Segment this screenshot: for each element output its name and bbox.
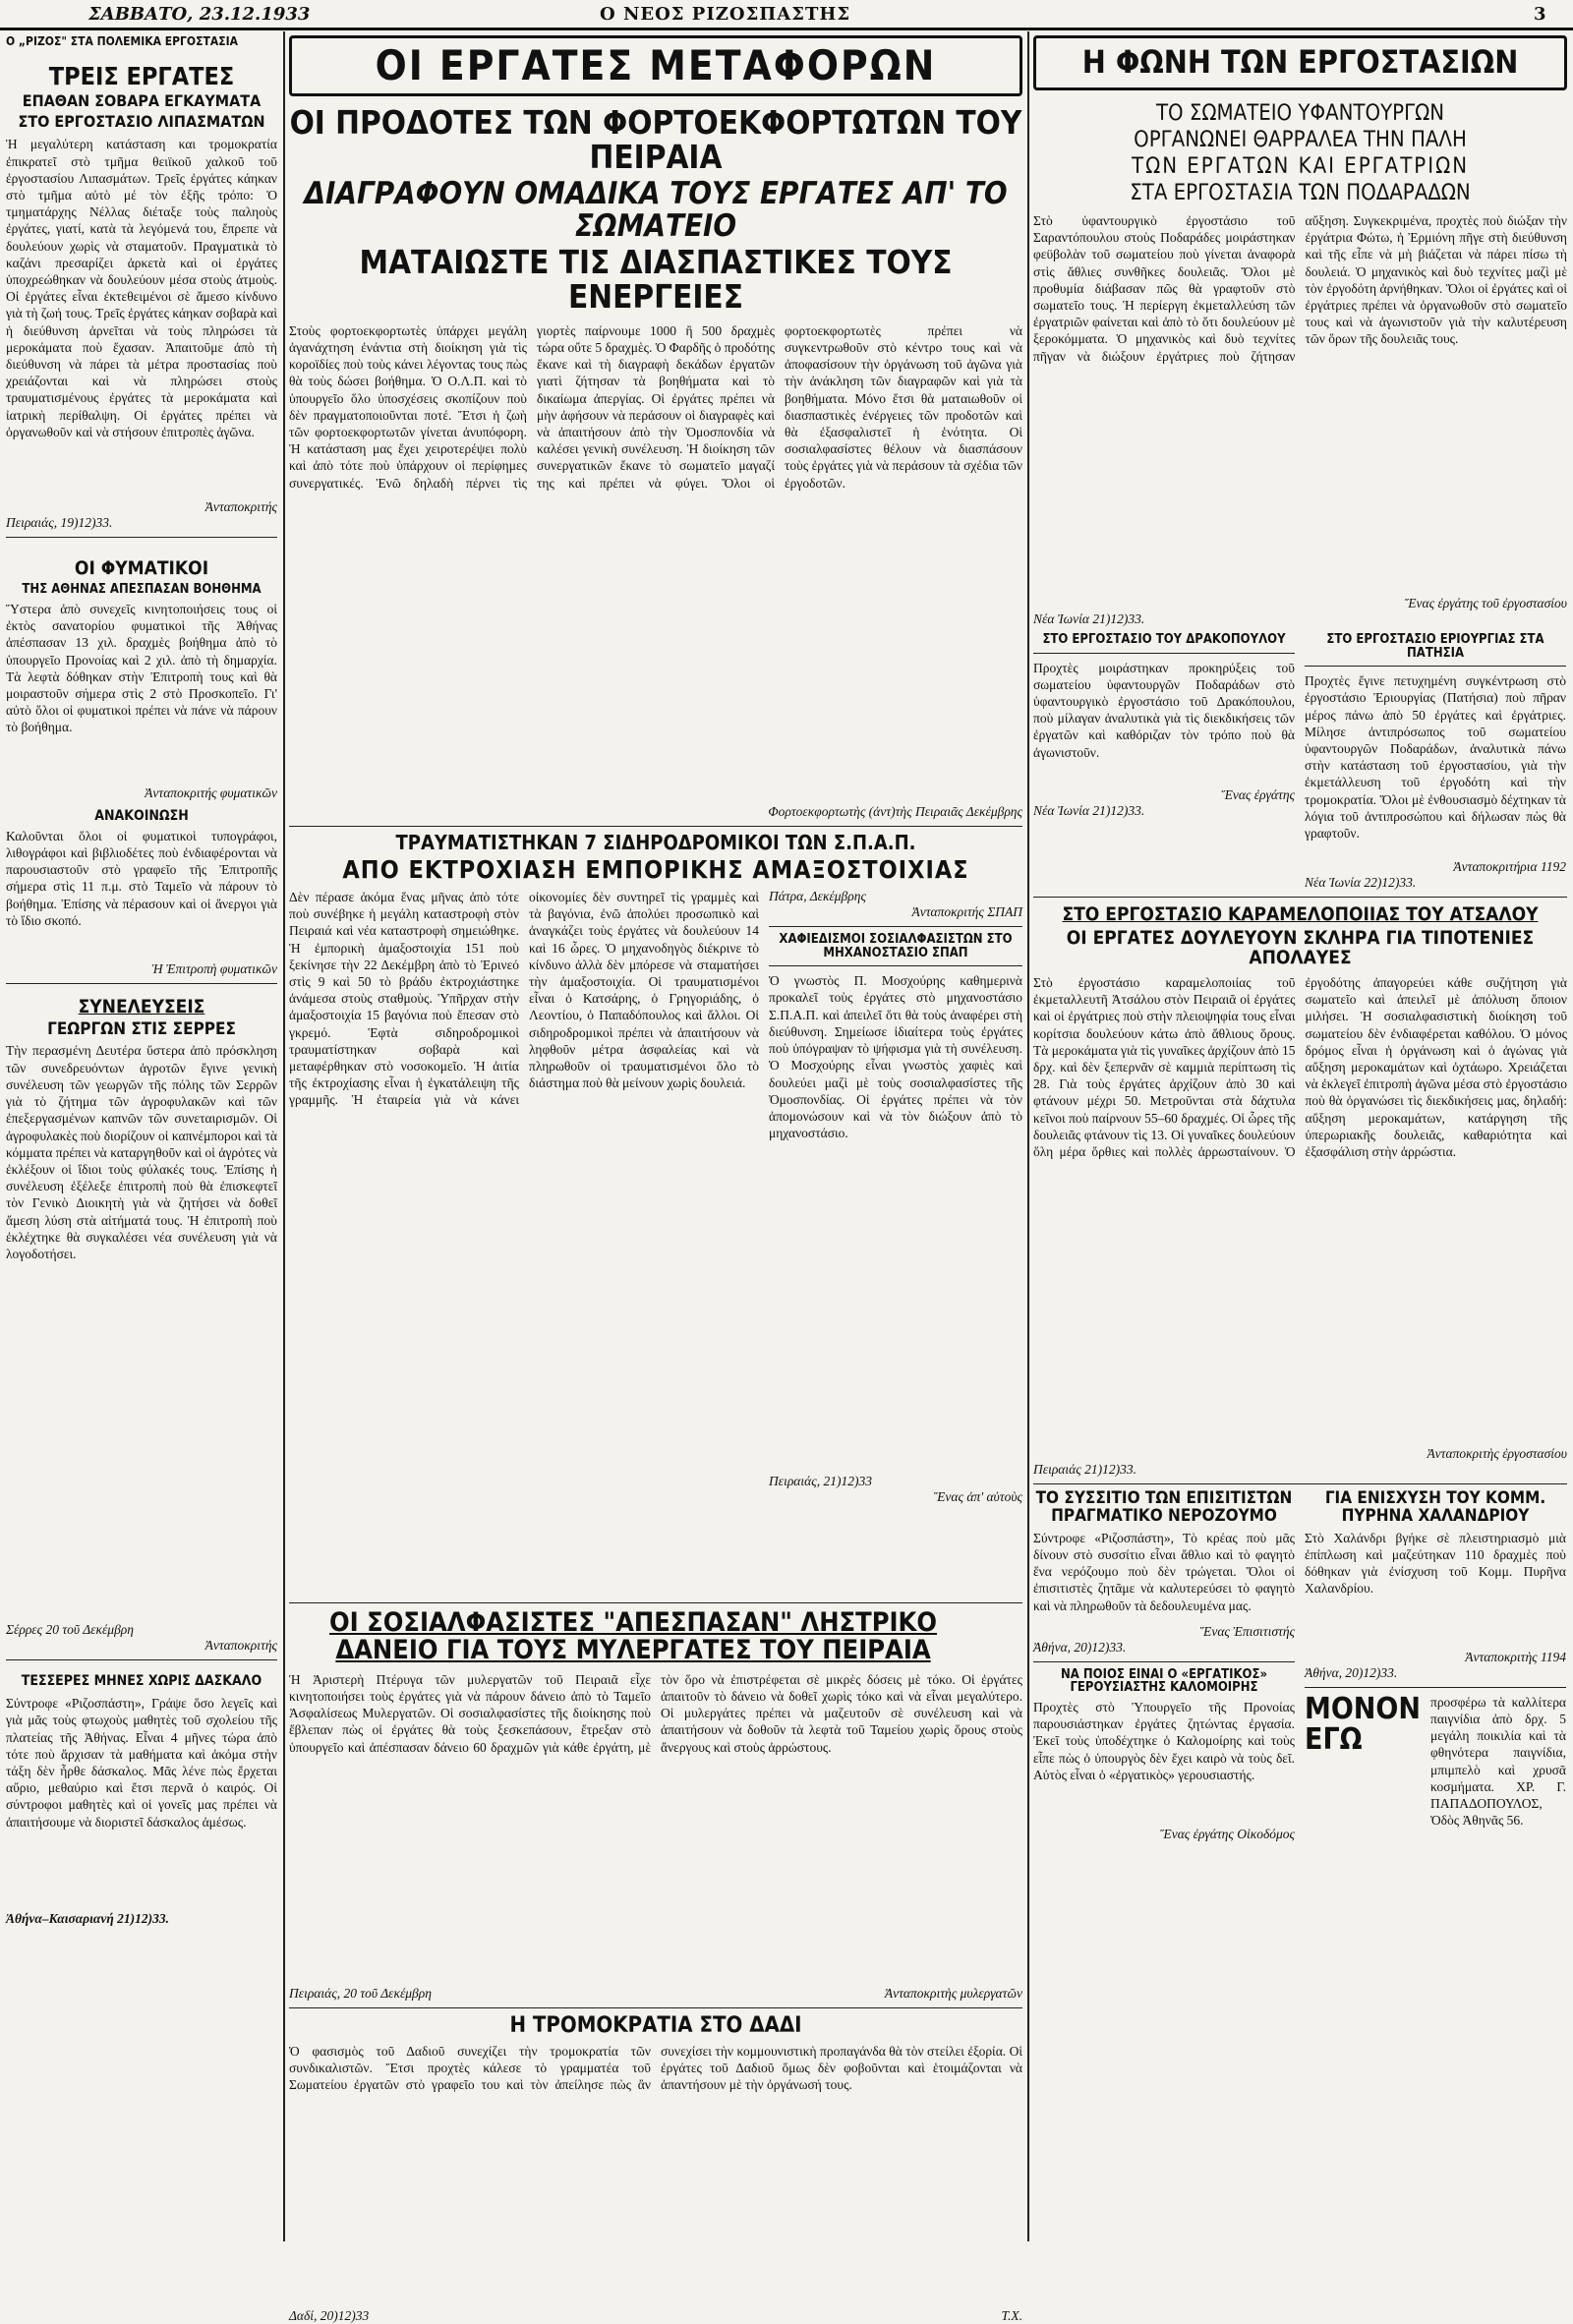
two-column-block	[1033, 1490, 1567, 1842]
article-signature: Ἡ Ἐπιτροπὴ φυματικῶν	[151, 960, 277, 976]
article-kicker: ΤΡΑΥΜΑΤΙΣΤΗΚΑΝ 7 ΣΙΔΗΡΟΔΡΟΜΙΚΟΙ ΤΩΝ Σ.Π.Α.Π.	[395, 830, 916, 854]
article-signature: Τ.Χ.	[1001, 2307, 1022, 2323]
article-signature: Ἕνας ἐργάτης Οἰκοδόμος	[1160, 1827, 1295, 1842]
article-headline: ΟΡΓΑΝΩΝΕΙ ΘΑΡΡΑΛΕΑ ΤΗΝ ΠΑΛΗ	[1134, 127, 1467, 152]
article-body: Σύντροφε «Ριζοσπάστη», Τὸ κρέας ποὺ μᾶς δίνουν στὸ συσσίτιο εἶναι ἄθλιο καὶ τὸ φαγητὸ ἕνα νερόζουμο ποὺ δὲν τρώγεται. Ὅλοι οἱ ἐπισιτιστὲς ζητᾶμε νὰ καλυτερεύσει τὸ φαγητὸ καὶ νὰ πληρωθοῦν τὰ δεδουλευμένα μας.	[1033, 1530, 1295, 1613]
article-headline: ΤΟ ΣΩΜΑΤΕΙΟ ΥΦΑΝΤΟΥΡΓΩΝ	[1155, 100, 1445, 126]
article-dateline: Ἀθήνα–Καισαριανή 21)12)33.	[6, 1911, 170, 1927]
article-signature: Ἕνας Ἐπισιτιστής	[1199, 1623, 1295, 1639]
article-headline: ΓΙΑ ΕΝΙΣΧΥΣΗ ΤΟΥ ΚΟΜΜ. ΠΥΡΗΝΑ ΧΑΛΑΝΔΡΙΟΥ	[1324, 1488, 1546, 1526]
article-body: Στὸ ἐργοστάσιο καραμελοποιίας τοῦ ἐκμεταλλευτῆ Ἀτσάλου στὸν Πειραιᾶ οἱ ἐργάτες καὶ οἱ ἐργάτριες ποὺ στὴν πλειοψηφία τους εἶναι κορίτσια δουλεύουν κάτω ἀπὸ ἄθλιους ὅρους. Τὰ μεροκάματα γιὰ τὶς γυναῖκες ἀρχίζουν ἀπὸ 15 δρχ. καὶ δὲν ξεπερνᾶν σὲ καμμιὰ περίπτωση τὶς 28. Γιὰ τοὺς ἐργάτες ἀρχίζουν ἀπὸ 30 καὶ φτάνουν μέχρι 50. Μετροῦνται στὰ δάχτυλα κεῖνοι ποὺ παίρνουν 55–60 δραχμές. Οἱ ὧρες τῆς δουλειᾶς φτάνουν τὶς 13. Οἱ γυναῖκες δουλεύουν ὅλη μέρα ὄρθιες καὶ πολλὲς ἀρρωσταίνουν. Ὁ ἐργοδότης ἀπαγορεύει κάθε συζήτηση γιὰ σωματεῖο καὶ ἀπειλεῖ μὲ ἀπόλυση ὅποιον μιλήσει. Ἡ σοσιαλφασιστικὴ διοίκηση τοῦ σωματείου δὲν ἐνδιαφέρεται καθόλου. Ὁ μόνος δρόμος εἶναι ἡ ὀργάνωση καὶ ὁ ἀγώνας γιὰ αὔξηση μεροκαμάτων καὶ ὀχτάωρο. Χρειάζεται νὰ ἐκλεγεῖ ἐπιτροπὴ ἀγῶνα μέσα στὸ ἐργοστάσιο ποὺ θὰ ὀργανώσει τὶς διεκδικήσεις μας, δηλαδή: αὔξηση μεροκαμάτων, κατάργηση τῆς ὑπερωριακῆς δουλειᾶς, καθαριότητα καὶ ἐξασφάλιση στὴν ἀρρώστια.	[1033, 975, 1567, 1160]
article-body: Προχτὲς μοιράστηκαν προκηρύξεις τοῦ σωματείου ὑφαντουργῶν Ποδαράδων στὸ ὑφαντουργικὸ ἐργοστάσιο τοῦ Δρακόπουλου, ποὺ μίλαγαν ἀναλυτικὰ γιὰ τὶς διεκδικήσεις τῶν ἐργατῶν καὶ καθόριζαν τὸν τρόπο ποὺ θὰ ἀγωνιστοῦν.	[1033, 660, 1295, 760]
article-headline: ΝΑ ΠΟΙΟΣ ΕΙΝΑΙ Ο «ΕΡΓΑΤΙΚΟΣ» ΓΕΡΟΥΣΙΑΣΤΗΣ ΚΑΛΟΜΟΙΡΗΣ	[1060, 1666, 1268, 1696]
divider	[1033, 653, 1295, 654]
article-signature: Ἀνταποκριτής	[204, 1638, 277, 1654]
divider	[1033, 1483, 1567, 1484]
article-headline: ΟΙ ΕΡΓΑΤΕΣ ΔΟΥΛΕΥΟΥΝ ΣΚΛΗΡΑ ΓΙΑ ΤΙΠΟΤΕΝΙΕΣ ΑΠΟΛΑΥΕΣ	[1066, 927, 1535, 969]
divider	[289, 826, 1022, 827]
article-dateline: Νέα Ἰωνία 21)12)33.	[1033, 802, 1145, 818]
article-headline: ΑΠΟ ΕΚΤΡΟΧΙΑΣΗ ΕΜΠΟΡΙΚΗΣ ΑΜΑΞΟΣΤΟΙΧΙΑΣ	[342, 854, 969, 884]
article-dateline: Νέα Ἰωνία 22)12)33.	[1305, 875, 1417, 891]
rail-article	[289, 889, 759, 1597]
article-dateline: Νέα Ἰωνία 21)12)33.	[1033, 610, 1145, 626]
article-dateline: Δαδί, 20)12)33	[289, 2307, 370, 2323]
article-headline: ΟΙ ΠΡΟΔΟΤΕΣ ΤΩΝ ΦΟΡΤΟΕΚΦΟΡΤΩΤΩΝ ΤΟΥ ΠΕΙΡΑΙΑ	[289, 103, 1022, 176]
two-column-block	[1033, 633, 1567, 891]
article-dateline: Πάτρα, Δεκέμβρης	[769, 889, 866, 903]
ad-body: προσφέρω τὰ καλλίτερα παιγνίδια ἀπὸ δρχ. 5 μεγάλη ποικιλία καὶ τὰ φθηνότερα παιγνίδια, μπιμπελὸ καὶ χρυσᾶ κοσμήματα. ΧΡ. Γ. ΠΑΠΑΔΟΠΟΥΛΟΣ, Ὀδὸς Ἀθηνᾶς 56.	[1430, 1694, 1566, 1829]
article-body: Δὲν πέρασε ἀκόμα ἕνας μῆνας ἀπὸ τότε ποὺ συνέβηκε ἡ μεγάλη καταστροφὴ στὸν Πειραιά καὶ νέα καταστροφὴ σημειώθηκε. Ἡ ἐμπορικὴ ἀμαξοστοιχία 151 ποὺ ξεκίνησε τὴν 22 Δεκέμβρη ἀπὸ τὸ Ἐρινεό στὶς 9 καὶ 50 τὸ βράδυ ἐκτροχιάστηκε ἀνάμεσα στοὺς σταθμοὺς. Ὑπῆρχαν στὴν ἀμαξοστοιχία 15 βαγόνια ποὺ ἔπεσαν στὸ γκρεμό. Ἑφτὰ σιδηροδρομικοὶ τραυματίστηκαν σοβαρὰ καὶ μεταφέρθηκαν στὸ νοσοκομεῖο. Ἡ ἀιτία τῆς ἐκτροχίασης εἶναι ἡ ἐγκατάλειψη τῆς γραμμῆς. Ἡ ἐταιρεία γιὰ νὰ κάνει οἰκονομίες δὲν συντηρεῖ τὶς γραμμὲς καὶ τὰ βαγόνια, ἐνῶ ἀπολύει προσωπικὸ καὶ ἀναγκάζει τοὺς ἐργάτες νὰ δουλεύουν 14 καὶ 16 ὧρες. Ὁ μηχανοδηγὸς διέκρινε τὸ κίνδυνο ἀλλὰ δὲν μπόρεσε νὰ σταματήσει τὴν ἀμαξοστοιχία. Οἱ τραυματισμένοι εἶναι ὁ Κατσάρης, ὁ Γρηγοριάδης, ὁ Λεοντίου, ὁ Παπαδόπουλος καὶ ἄλλοι. Οἱ σιδηροδρομικοὶ πρέπει νὰ ἀπαιτήσουν νὰ ληφθοῦν μέτρα ἀσφαλείας καὶ νὰ πληρωθοῦν οἱ τραυματισμένοι ὅλο τὸ διάστημα ποὺ θὰ μείνουν χωρὶς δουλειά.	[289, 890, 759, 1108]
article-headline: ΣΥΝΕΛΕΥΣΕΙΣ	[78, 995, 205, 1017]
divider	[1305, 666, 1566, 667]
article-dateline: Πειραιάς 21)12)33.	[1033, 1462, 1136, 1478]
left-column	[6, 35, 277, 2241]
article-headline: ΤΩΝ ΕΡΓΑΤΩΝ ΚΑΙ ΕΡΓΑΤΡΙΩΝ	[1132, 153, 1469, 179]
ad-headline: ΜΟΝΟΝ ΕΓΩ	[1305, 1691, 1421, 1758]
signature-row	[289, 2308, 1022, 2324]
article-dateline: Σέρρες 20 τοῦ Δεκέμβρη	[6, 1622, 134, 1638]
article-headline: ΟΙ ΣΟΣΙΑΛΦΑΣΙΣΤΕΣ "ΑΠΕΣΠΑΣΑΝ" ΛΗΣΤΡΙΚΟ ΔΑΝΕΙΟ ΓΙΑ ΤΟΥΣ ΜΥΛΕΡΓΑΤΕΣ ΤΟΥ ΠΕΙΡΑΙΑ	[328, 1607, 938, 1666]
middle-column	[289, 35, 1022, 2323]
rail-article-row	[289, 889, 1022, 1597]
article-body: Ἡ Ἀριστερὴ Πτέρυγα τῶν μυλεργατῶν τοῦ Πειραιᾶ εἶχε κινητοποιήσει τοὺς ἐργάτες γιὰ νὰ πάρουν δάνειο ἀπὸ τὸ Ταμεῖο Ἀσφαλίσεως Μυλεργατῶν. Οἱ σοσιαλφασίστες τῆς διοίκησης ποὺ ἔβλεπαν πὼς οἱ ἐργάτες θὰ τοὺς ξεσκεπάσουν, ἔτρεξαν στὸ ὑπουργεῖο καὶ ἀπέσπασαν δάνειο 60 δραχμῶν γιὰ κάθε ἐργάτη, μὲ τὸν ὅρο νὰ ἐπιστρέφεται σὲ μικρὲς δόσεις μὲ τόκο. Οἱ ἐργάτες ἀπαιτοῦν τὸ δάνειο νὰ δοθεῖ χωρὶς τόκο καὶ νὰ εἶναι μεγαλύτερο. Οἱ μυλεργάτες πρέπει νὰ μαζευτοῦν σὲ συνέλευση καὶ νὰ ἀπαιτήσουν νὰ δοθοῦν τὰ λεφτὰ τοῦ Ταμείου χωρὶς ὅρους στοὺς ἄνεργους καὶ στοὺς ἀρρώστους.	[289, 1671, 1022, 1755]
article-signature: Ἀνταποκριτής φυματικῶν	[145, 785, 277, 801]
article-subheadline: ΓΕΩΡΓΩΝ ΣΤΙΣ ΣΕΡΡΕΣ	[47, 1018, 236, 1039]
advertisement	[1305, 1691, 1566, 1829]
article-dateline: Πειραιάς, 20 τοῦ Δεκέμβρη	[289, 1985, 432, 2001]
article-body: Στὸ Χαλάνδρι βγήκε σὲ πλειστηριασμὸ μιὰ ἐπίπλωση καὶ μαζεύτηκαν 110 δραχμὲς ποὺ δόθηκαν γιὰ ἐνίσχυση τοῦ Κομμ. Πυρῆνα Χαλανδρίου.	[1305, 1530, 1566, 1597]
article-body: Σύντροφε «Ριζοσπάστη», Γράψε ὅσο λεγεῖς καὶ γιὰ μᾶς τοὺς φτωχοὺς μαθητὲς τοῦ σχολείου τῆς πλατείας τῆς Ἀθήνας. Εἶναι 4 μῆνες τώρα ἀπὸ τότε ποὺ ἄρχισαν τὰ μαθήματα καὶ ἀκόμα στὴν τάξη δὲν ἦρθε δάσκαλος. Μᾶς λένε πὼς ἔρχεται αὔριο, μεθαύριο καὶ ἔτσι περνᾶ ὁ καιρός. Οἱ σύντροφοι μαθητὲς καὶ οἱ γονεῖς μας πρέπει νὰ ἀπαιτήσουμε νὰ διοριστεῖ δάσκαλος ἀμέσως.	[6, 1696, 277, 1830]
signature-row	[289, 1986, 1022, 2002]
article-body: Στοὺς φορτοεκφορτωτὲς ὑπάρχει μεγάλη ἀγανάχτηση ἐνάντια στὴ διοίκηση γιὰ τὶς κοροϊδίες ποὺ τοὺς κάνει λέγοντας τους πὼς θὰ τοὺς δώσει βοήθημα. Ὁ Ο.Λ.Π. καὶ τὸ ὑπουργεῖο ὅλο ὑποσχέσεις σκοπίζουν ποὺ δὲν πραγματοποιοῦνται ποτέ. Ἔτσι ἡ ζωὴ τῶν φορτοεκφορτωτῶν γίνεται ἀνυπόφορη. Ἡ κατάσταση μας ἔχει χειροτερέψει πολὺ καὶ ἀπὸ τότε ποὺ ὑπάρχουν οἱ περίφημες συνεργατικές. Ἐνῶ δηλαδὴ πέρνει τὶς γιορτὲς παίρνουμε 1000 ἢ 500 δραχμὲς τώρα οὔτε 5 δραχμὲς. Ὁ Φαρδῆς ὁ προδότης ἔκανε καὶ τὴ διαγραφὴ δεκάδων ἐργατῶν γιατὶ ζήτησαν τὰ βοηθήματα καὶ τὸ δικαίωμα ἀπεργίας. Οἱ ἐργάτες πρέπει νὰ μὴν ἀφήσουν νὰ περάσουν οἱ διαγραφὲς καὶ νὰ ἀπαιτήσουν ἀπὸ τὴν Ὀμοσπονδία νὰ καλέσει γενικὴ συνέλευση. Ἡ διοίκηση τῶν συνεργατικῶν ἔκανε τὸ σωματεῖο μαγαζί της καὶ πρέπει νὰ φύγει. Ὅλοι οἱ φορτοεκφορτωτὲς πρέπει νὰ συγκεντρωθοῦν στὸ κέντρο τους καὶ νὰ ἀποφασίσουν τὴν ὀργάνωση τοῦ ἀγῶνα γιὰ τὴν ἀνάκληση τῶν διαγραφῶν καὶ γιὰ τὰ βοηθήματα. Μόνο ἔτσι θὰ ματαιωθοῦν οἱ διασπαστικὲς ἐνέργειες τῶν προδοτῶν καὶ θὰ ἐξασφαλιστεῖ ἡ ἑνότητα. Οἱ σοσιαλφασίστες θέλουν νὰ διασπάσουν τοὺς ἐργάτες γιὰ νὰ περάσουν τὰ σχέδια τῶν ἐργοδοτῶν.	[289, 322, 1022, 491]
right-column	[1033, 35, 1567, 2241]
article-dateline: Πειραιάς, 21)12)33	[769, 1474, 872, 1489]
article-headline: Η ΤΡΟΜΟΚΡΑΤΙΑ ΣΤΟ ΔΑΔΙ	[509, 2012, 802, 2038]
article-headline: ΔΙΑΓΡΑΦΟΥΝ ΟΜΑΔΙΚΑ ΤΟΥΣ ΕΡΓΑΤΕΣ ΑΠ' ΤΟ ΣΩΜΑΤΕΙΟ	[304, 176, 1008, 244]
section-banner: Η ΦΩΝΗ ΤΩΝ ΕΡΓΟΣΤΑΣΙΩΝ	[1033, 35, 1567, 90]
article-body: Στὸ ὑφαντουργικὸ ἐργοστάσιο τοῦ Σαραντόπουλου στοὺς Ποδαράδες μοιράστηκαν φεϋβολὰν τοῦ σωματείου ποὺ γίνεται ἀναφορὰ στὶς ἄθλιες συνθῆκες δουλειᾶς. Ὅλοι μὲ προθυμία διάβασαν πῶς θὰ γραφτοῦν στὸ σωματεῖο τους. Ἡ περίεργη ἐκμεταλλεύση τῶν ἐργατριῶν φαίνεται καὶ ἀπὸ τὸ ὅτι δουλεύουν μὲ ξεροκόμματα. Ὁ μηχανικὸς καὶ δυὸ τεχνίτες πῆγαν νὰ διώξουν ἐργάτριες ποὺ ζήτησαν αὔξηση. Συγκεκριμένα, προχτὲς ποὺ διώξαν τὴν ἐργάτρια Φώτω, ἡ Ἐρμιόνη πῆγε στὴ διεύθυνση καὶ τῆς εἶπε νὰ μὴ βιάζεται νὰ πάρει πίσω τὴ δουλειά. Ὁ μηχανικὸς καὶ δυὸ τεχνίτες μαζὶ μὲ τὸν ἐργοδότη ἀρνήθηκαν. Ὅλοι οἱ ἐργάτες καὶ οἱ ἐργάτριες πρέπει νὰ ὀργανωθοῦν στὸ σωματεῖο τους καὶ νὰ ἀγωνιστοῦν γιὰ τὴν καλυτέρευση τῶν ὅρων τῆς δουλειᾶς τους.	[1033, 212, 1567, 364]
article-headline: ΤΟ ΣΥΣΣΙΤΙΟ ΤΩΝ ΕΠΙΣΙΤΙΣΤΩΝ ΠΡΑΓΜΑΤΙΚΟ ΝΕΡΟΖΟΥΜΟ	[1035, 1488, 1293, 1526]
article-body: Τὴν περασμένη Δευτέρα ὕστερα ἀπὸ πρόσκληση τῶν συνεδρευόντων ἀγροτῶν ἔγινε γενικὴ συνέλευση τῶν γεωργῶν τῆς πόλης τῶν Σερρῶν γιὰ τὸ ζήτημα τῶν ἀγροφυλακῶν καὶ τῶν ἐπεξεργασμένων καπνῶν τῶν συνεταιρισμῶν. Οἱ ἀγροφυλακὲς ποὺ διορίζουν οἱ καπνέμποροι καὶ τὰ κόμματα πρέπει νὰ καταργηθοῦν καὶ οἱ ἀγρότες νὰ ἐκλέξουν οἱ ἴδιοι τοὺς φύλακές τους. Ἐπίσης ἡ συνέλευση ἐξέλεξε ἐπιτροπὴ ποὺ θὰ ἐπισκεφτεῖ τὸν Γενικὸ Διοικητὴ γιὰ νὰ ζητήσει νὰ δοθεῖ ἄμεση λύση στὰ αἰτήματά τους. Ἡ ἐπιτροπὴ ποὺ ἐκλέχτηκε θὰ συγκαλέσει νέα συνέλευση γιὰ νὰ λογοδοτήσει.	[6, 1043, 277, 1261]
article-body: Ἡ μεγαλύτερη κατάσταση και τρομοκρατία ἐπικρατεῖ στὸ τμῆμα θειϊκοῦ χαλκοῦ τοῦ ἐργοστασίου Λιπασμάτων. Τρεῖς ἐργάτες κάηκαν στὸ τμῆμα αὐτὸ μέ τὸν ἐξῆς τρόπο: Ὁ τμηματάρχης Νέλλας διέταξε τοὺς παληοὺς ἐργάτες, γιατί, κατὰ τὰ λεγόμενά του, ἔπρεπε νὰ δουλεύουν χωρὶς νὰ σταματοῦν. Πραγματικὰ τὸ καζάνι πρεσαρίζει ἀρκετὰ καὶ οἱ ἐργάτες ὑποχρεώθηκαν νὰ δουλεύουν μέσα στοὺς ἀτμοὺς. Οἱ ἐργάτες εἶναι ἐκτεθειμένοι σὲ ἄμεσο κίνδυνο γιὰ τὴ ζωή τους. Τρεῖς ἐργάτες κάηκαν σοβαρὰ καὶ ἡ διεύθυνση ἀρνεῖται νὰ τοὺς πληρώσει τὰ μεροκάματα ποὺ ἔχασαν. Ἀπαιτοῦμε ἀπὸ τὴ διεύθυνση νὰ πάρει τὰ μέτρα προστασίας ποὺ χρειάζονται καὶ νὰ πληρώσει στοὺς τραυματισμένους ἐργάτες τὰ μεροκάματα καὶ ἰατρικὴ περίθαλψη. Οἱ ἐργάτες πρέπει νὰ ὀργανωθοῦν καὶ νὰ στήσουν ἐπιτροπὲς ἀγῶνα.	[6, 137, 277, 439]
article-dateline: Ἀθήνα, 20)12)33.	[1033, 1639, 1127, 1655]
article-headline: ΜΑΤΑΙΩΣΤΕ ΤΙΣ ΔΙΑΣΠΑΣΤΙΚΕΣ ΤΟΥΣ ΕΝΕΡΓΕΙΕΣ	[359, 243, 953, 317]
divider	[289, 1602, 1022, 1603]
divider	[1033, 897, 1567, 898]
article-dateline: Ἀθήνα, 20)12)33.	[1305, 1664, 1398, 1680]
article-signature: Ἀνταποκριτής	[204, 499, 277, 515]
article-headline: ΟΙ ΦΥΜΑΤΙΚΟΙ	[74, 557, 209, 580]
article-body: Ὕστερα ἀπὸ συνεχεῖς κινητοποιήσεις τους οἱ ἐκτὸς σανατορίου φυματικοὶ τῆς Ἀθήνας ἀπέσπασαν 13 χιλ. δραχμὲς βοήθημα ἀπὸ τὸ ὑπουργεῖο Προνοίας καὶ 2 χιλ. ἀπὸ τὴ δημαρχία. Τὰ λεφτὰ δόθηκαν στὴν Ἐπιτροπὴ τους καὶ θὰ μοιραστοῦν σήμερα στὶς 2 στὸ Προσκοπεῖο. Γι' αὐτὸ ὅλοι οἱ φυματικοὶ πρέπει νὰ πάνε νὰ πάρουν τὸ βοήθημα.	[6, 602, 277, 735]
article-signature: Ἀνταποκριτὴς μυλεργατῶν	[884, 1985, 1022, 2001]
article-column	[1305, 633, 1566, 891]
article-signature: Ἕνας ἐργάτης τοῦ ἐργοστασίου	[1404, 595, 1567, 610]
article-signature: Ἀνταποκριτὴς ἐργοστασίου	[1427, 1446, 1567, 1462]
divider	[289, 2007, 1022, 2008]
masthead	[0, 0, 1573, 30]
issue-date: ΣΑΒΒΑΤΟ, 23.12.1933	[88, 4, 311, 25]
section-banner: ΟΙ ΕΡΓΑΤΕΣ ΜΕΤΑΦΟΡΩΝ	[289, 35, 1022, 96]
sidebar-articles	[769, 889, 1022, 1597]
article-headline: ΣΤΟ ΕΡΓΟΣΤΑΣΙΟ ΤΟΥ ΔΡΑΚΟΠΟΥΛΟΥ	[1042, 631, 1286, 647]
article-column	[1033, 633, 1295, 891]
article-headline: ΤΕΣΣΕΡΕΣ ΜΗΝΕΣ ΧΩΡΙΣ ΔΑΣΚΑΛΟ	[21, 1673, 262, 1690]
article-headline: ΧΑΦΙΕΔΙΣΜΟΙ ΣΟΣΙΑΛΦΑΣΙΣΤΩΝ ΣΤΟ ΜΗΧΑΝΟΣΤΑΣΙΟ ΣΠΑΠ	[779, 932, 1013, 960]
article-signature: Ἀνταποκριτής ΣΠΑΠ	[911, 904, 1022, 919]
article-subheadline: ΕΠΑΘΑΝ ΣΟΒΑΡΑ ΕΓΚΑΥΜΑΤΑ	[22, 90, 262, 110]
article-headline: ΣΤΑ ΕΡΓΟΣΤΑΣΙΑ ΤΩΝ ΠΟΔΑΡΑΔΩΝ	[1130, 180, 1471, 205]
article-headline: ΑΝΑΚΟΙΝΩΣΗ	[94, 808, 189, 825]
article-dateline: Πειραιάς, 19)12)33.	[6, 515, 113, 531]
article-signature: Ἀνταποκριτὴς 1194	[1465, 1649, 1566, 1664]
divider	[6, 1659, 277, 1660]
column-divider	[283, 31, 285, 2241]
article-subheadline: ΣΤΟ ΕΡΓΟΣΤΑΣΙΟ ΛΙΠΑΣΜΑΤΩΝ	[18, 111, 265, 131]
article-body: Προχτὲς ἔγινε πετυχημένη συγκέντρωση στὸ ἐργοστάσιο Ἐριουργίας (Πατήσια) ποὺ πῆραν μέρος πάνω ἀπὸ 50 ἐργάτες καὶ ἐργάτριες. Μίλησε ἀντιπρόσωπος τοῦ σωματείου ὑφαντουργῶν Ποδαράδων, ἀναλυτικὰ πάνω στὴν κατάσταση τοῦ ἐργοστασίου, γιὰ τὴν ἐκμετάλλευση τοῦ ἐργοδότη καὶ τὴν τρομοκρατία. Ὅλοι μὲ ἐνθουσιασμὸ δέχτηκαν τὰ λόγια τοῦ ἀντιπροσώπου καὶ δήλωσαν πὼς θὰ γραφτοῦν.	[1305, 673, 1566, 842]
divider	[769, 965, 1022, 966]
article-body: Ὁ γνωστὸς Π. Μοσχούρης καθημερινὰ προκαλεῖ τοὺς ἐργάτες στὸ μηχανοστάσιο Σ.Π.Α.Π. καὶ ἀπειλεῖ ὅτι θὰ τοὺς ἀναφέρει στὴ διεύθυνση. Σημείωσε ἰδιαίτερα τοὺς ἐργάτες ποὺ ὑπόγραψαν τὸ ψήφισμα γιὰ τὴ συνέλευση. Ὁ Μοσχούρης εἶναι γνωστὸς χαφιὲς καὶ δουλεύει μαζὶ μὲ τοὺς σοσιαλφασίστες τῆς Ὀμοσπονδίας. Οἱ ἐργάτες πρέπει νὰ τὸν ἀπομονώσουν καὶ νὰ τὸν διώξουν ἀπὸ τὸ μηχανοστάσιο.	[769, 973, 1022, 1141]
article-signature: Ἕνας ἀπ' αὐτοὺς	[933, 1489, 1022, 1505]
article-headline: ΣΤΟ ΕΡΓΟΣΤΑΣΙΟ ΕΡΙΟΥΡΓΙΑΣ ΣΤΑ ΠΑΤΗΣΙΑ	[1326, 631, 1544, 661]
column-divider	[1027, 31, 1029, 2241]
article-signature: Ἀνταποκριτήρια 1192	[1453, 859, 1566, 875]
article-body: Προχτὲς στὸ Ὑπουργεῖο τῆς Προνοίας παρουσιάστηκαν ἐργάτες ζητώντας ἐργασία. Ἐκεῖ τοὺς ὑποδέχτηκε ὁ Καλομοίρης καὶ τοὺς εἶπε πὼς ὁ ὑπουργὸς δὲν ἔχει καιρὸ νὰ τοὺς δεῖ. Αὐτὸς εἶναι ὁ «ἐργατικὸς» γερουσιαστής.	[1033, 1700, 1295, 1782]
divider	[1305, 1687, 1566, 1688]
divider	[769, 926, 1022, 927]
divider	[6, 983, 277, 984]
article-headline: ΤΡΕΙΣ ΕΡΓΑΤΕΣ	[48, 61, 235, 90]
page-number: 3	[1534, 4, 1546, 25]
divider	[1033, 1661, 1295, 1662]
divider	[6, 537, 277, 538]
article-signature: Ἕνας ἐργάτης	[1221, 786, 1295, 802]
article-signature: Φορτοεκφορτωτὴς (ἀντ)τὴς Πειραιᾶς Δεκέμβρης	[768, 803, 1022, 819]
article-subheadline: ΤΗΣ ΑΘΗΝΑΣ ΑΠΕΣΠΑΣΑΝ ΒΟΗΘΗΜΑ	[22, 582, 262, 598]
article-kicker: Ο „ΡΙΖΟΣ" ΣΤΑ ΠΟΛΕΜΙΚΑ ΕΡΓΟΣΤΑΣΙΑ	[6, 34, 238, 48]
article-column	[1033, 1490, 1295, 1842]
article-headline: ΣΤΟ ΕΡΓΟΣΤΑΣΙΟ ΚΑΡΑΜΕΛΟΠΟΙΙΑΣ ΤΟΥ ΑΤΣΑΛΟΥ	[1062, 903, 1539, 926]
article-body: Ὁ φασισμὸς τοῦ Δαδιοῦ συνεχίζει τὴν τρομοκρατία τῶν συνδικαλιστῶν. Ἔτσι προχτὲς κάλεσε τὸ γραμματέα τοῦ Σωματείου ἐργατῶν στὸ γραφεῖο του καὶ τὸν ἀπείλησε πὼς ἂν συνεχίσει τὴν κομμουνιστικὴ προπαγάνδα θὰ τὸν στείλει ἐξορία. Οἱ ἐργάτες τοῦ Δαδιοῦ ὅμως δὲν φοβοῦνται καὶ ἑτοιμάζονται νὰ ἀπαντήσουν μὲ τὴν ὀργάνωσή τους.	[289, 2043, 1022, 2093]
article-column	[1305, 1490, 1566, 1842]
article-body: Καλοῦνται ὅλοι οἱ φυματικοὶ τυπογράφοι, λιθογράφοι καὶ βιβλιοδέτες ποὺ ἐνδιαφέρονται νὰ παρουσιαστοῦν στὸ γραφεῖο τῆς Ἐπιτροπῆς σήμερα στὶς 11 π.μ. στὸ Ταμεῖο νὰ πάρουν τὸ βοήθημα. Ἐπίσης νὰ πέρασουν καὶ οἱ ἄνεργοι γιὰ τὸ ἴδιο σκοπό.	[6, 828, 277, 928]
newspaper-title: Ο ΝΕΟΣ ΡΙΖΟΣΠΑΣΤΗΣ	[600, 4, 851, 25]
